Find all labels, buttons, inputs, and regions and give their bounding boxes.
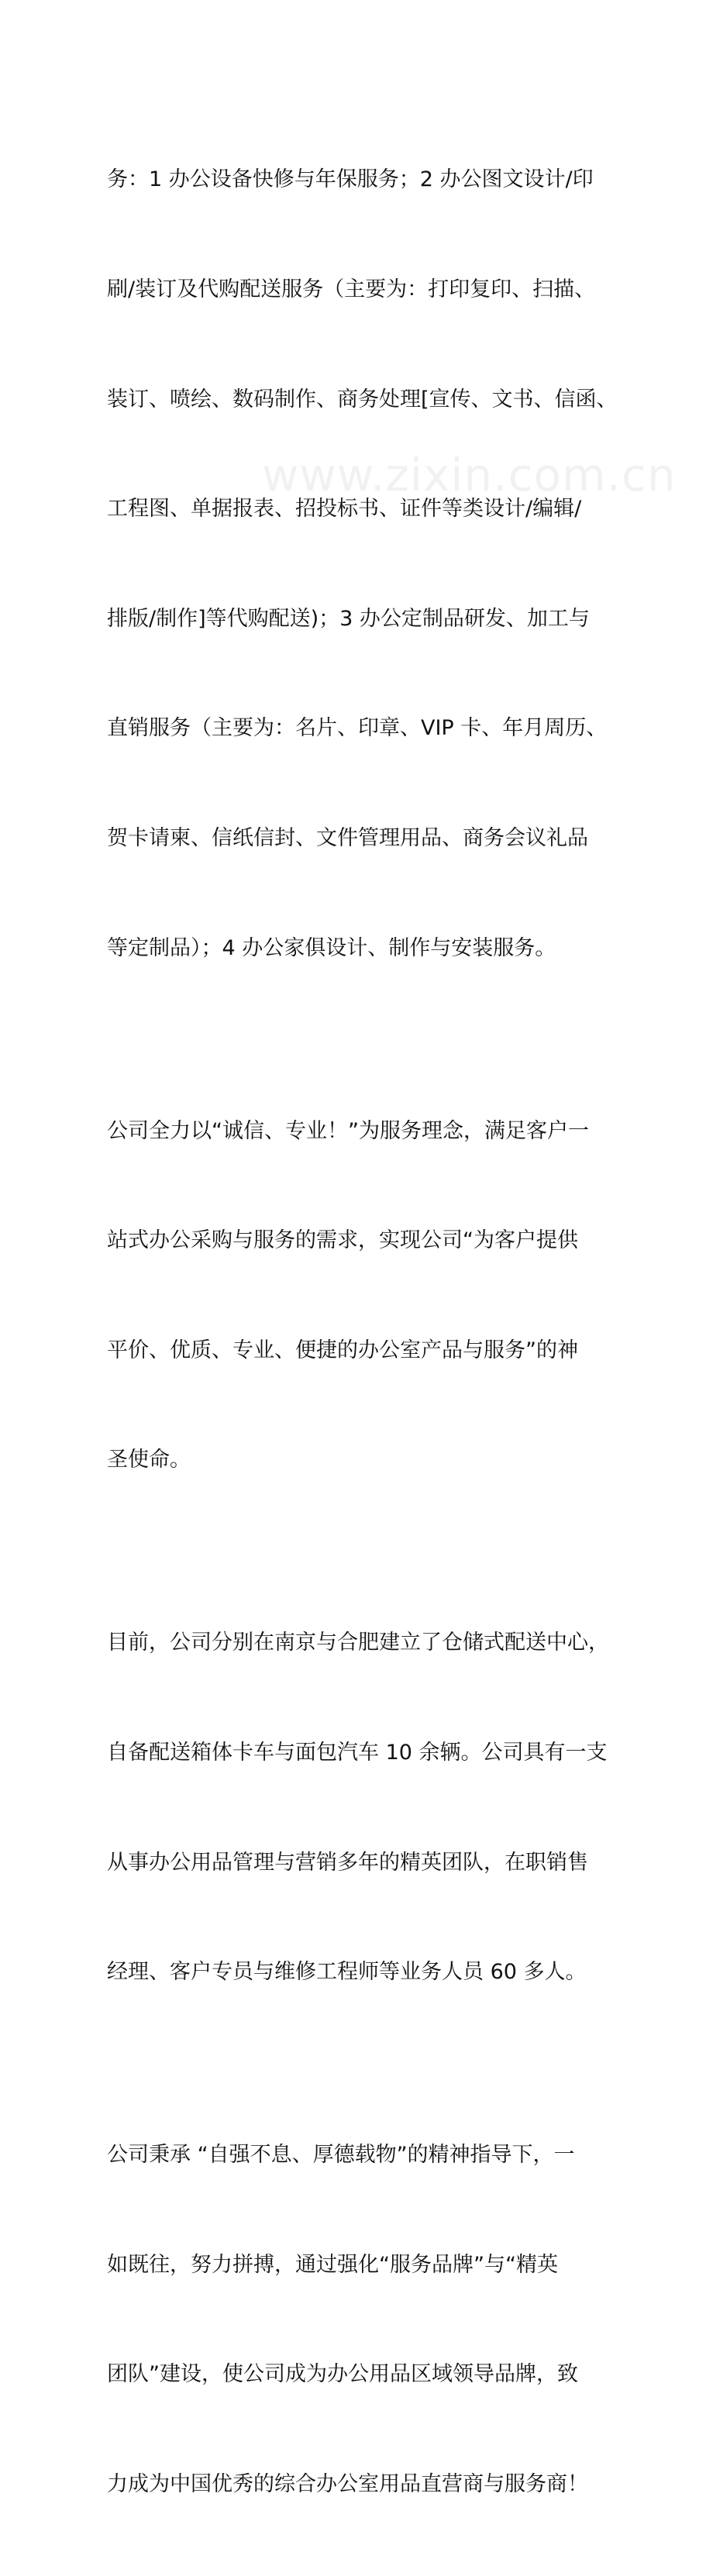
text-line: 务：1 办公设备快修与年保服务；2 办公图文设计/印: [107, 167, 594, 192]
text-line: 直销服务（主要为：名片、印章、VIP 卡、年月周历、: [107, 716, 608, 741]
watermark-text: www.zixin.com.cn: [262, 449, 677, 501]
document-body: [107, 88, 677, 2576]
text-line: 平价、优质、专业、便捷的办公室产品与服务”的神: [107, 1338, 578, 1362]
text-line: 圣使命。: [107, 1448, 191, 1472]
text-line: 等定制品）；4 办公家俱设计、制作与安装服务。: [107, 935, 556, 960]
paragraph-current-status: [107, 1551, 618, 2064]
text-line: 如既往，努力拼搏，通过强化“服务品牌”与“精英: [107, 2252, 558, 2277]
text-line: 团队”建设，使公司成为办公用品区域领导品牌，致: [107, 2362, 578, 2387]
text-line: 排版/制作]等代购配送)；3 办公定制品研发、加工与: [107, 606, 590, 631]
paragraph-services: [107, 88, 677, 1039]
text-line: 刷/装订及代购配送服务（主要为：打印复印、扫描、: [107, 277, 596, 301]
text-line: 从事办公用品管理与营销多年的精英团队，在职销售: [107, 1850, 588, 1875]
text-line: 装订、喷绘、数码制作、商务处理[宣传、文书、信函、: [107, 387, 618, 412]
text-line: 公司全力以“诚信、专业！”为服务理念，满足客户一: [107, 1118, 589, 1143]
text-line: 贺卡请柬、信纸信封、文件管理用品、商务会议礼品: [107, 825, 588, 850]
text-line: 公司秉承 “自强不息、厚德载物”的精神指导下，一: [107, 2143, 575, 2168]
text-line: 工程图、单据报表、招投标书、证件等类设计/编辑/: [107, 497, 582, 522]
text-line: 自备配送箱体卡车与面包汽车 10 余辆。公司具有一支: [107, 1740, 608, 1765]
text-line: 目前，公司分别在南京与合肥建立了仓储式配送中心，: [107, 1631, 609, 1655]
paragraph-mission: [107, 2064, 618, 2576]
text-line: 站式办公采购与服务的需求，实现公司“为客户提供: [107, 1228, 578, 1253]
text-line: 力成为中国优秀的综合办公室用品直营商与服务商！: [107, 2471, 588, 2496]
text-line: 经理、客户专员与维修工程师等业务人员 60 多人。: [107, 1960, 587, 1985]
paragraph-philosophy: [107, 1039, 618, 1551]
